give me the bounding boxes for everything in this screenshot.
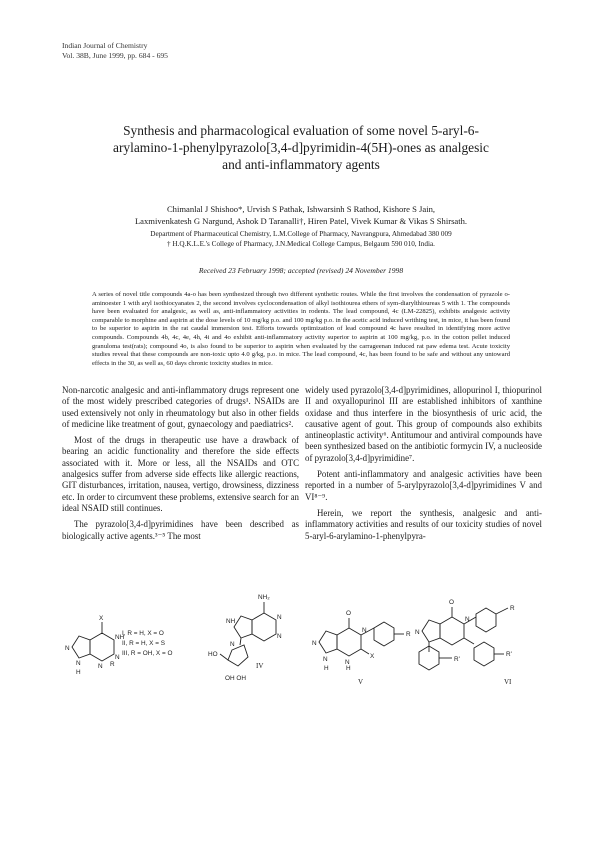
label-hn: NH <box>226 618 236 625</box>
paper-title <box>70 122 532 173</box>
pyrimidine-ring <box>90 633 114 661</box>
title-line-1: Synthesis and pharmacological evaluation of some novel 5-aryl-6- <box>123 123 479 138</box>
label-n: N <box>277 633 282 640</box>
body-column-right <box>305 385 542 542</box>
label-structure-iv: IV <box>256 662 264 670</box>
affiliation-2: † H.Q.K.L.E.'s College of Pharmacy, J.N.Medical College Campus, Belgaum 590 010, India. <box>167 240 435 248</box>
paragraph: Potent anti-inflammatory and analgesic activities have been reported in a number of 5-arylpyrazolo[3,4-d]pyrimidines V and VI⁸⁻⁹. <box>305 469 542 502</box>
label-structure-vi: VI <box>504 678 512 686</box>
label-n: N <box>465 616 470 623</box>
paragraph: Non-narcotic analgesic and anti-inflammatory drugs represent one of the most widely prescribed categories of drugs¹. NSAIDs are used extensively not only in rheumatology but also in other fields of medicine like treatment of gout, gynaecology and paediatrics². <box>62 385 299 429</box>
label-n: N <box>345 659 350 666</box>
authors-line-2: Laxmivenkatesh G Nargund, Ashok D Taranalli†, Hiren Patel, Vivek Kumar & Vikas S Shirsath. <box>134 215 468 226</box>
label-ohoh: OH OH <box>225 675 246 682</box>
label-n: N <box>323 656 328 663</box>
label-r-prime: R' <box>506 651 512 658</box>
label-h: H <box>324 665 329 672</box>
chemical-structures-figure <box>62 590 542 690</box>
label-x: X <box>370 653 375 660</box>
label-n: N <box>362 627 367 634</box>
abstract: A series of novel title compounds 4a-o has been synthesized through two different synthetic routes. While the first involves the condensation of pyrazole o-aminoester 1 with aryl isothiocyanates 2, the second involves cyclocondensation of alkyl isothiourea ethers of sym-diarylthioureas 5 with 1. The compounds have been evaluated for analgesic, as well as, anti-inflammatory activities in rodents. The lead compound, 4c (LM-22825), exhibits analgesic activity comparable to morphine and aspirin at the dose levels of 10 mg/kg p.o. and 100 mg/kg p.o. in the acetic acid induced writhing test, in mice, it has been found to be superior to aspirin in the rat caudal immersion test. Efforts towards optimization of lead compound 4c have resulted in identifying more active compounds. Compounds 4b, 4c, 4e, 4h, 4i and 4o exhibit anti-inflammatory activity superior to aspirin at 100 mg/kg, p.o. in the cotton pellet induced granuloma test(rats); compound 4o, is also found to be superior to aspirin when evaluated by the carrageenan induced rat paw edema test. Acute toxicity studies reveal that these compounds are non-toxic upto 4.0 g/kg, p.o. in mice. The lead compound, 4c, has been found to be safe and without any untoward effects in the 30, as well as, 60 days chronic toxicity studies in mice. <box>92 291 510 367</box>
label-n: N <box>76 660 81 667</box>
label-r: R <box>406 631 411 638</box>
label-n: N <box>115 654 120 661</box>
affiliation-1: Department of Pharmaceutical Chemistry, L.M.College of Pharmacy, Navrangpura, Ahmedabad 380 009 <box>150 230 452 238</box>
label-r-prime: R' <box>454 656 460 663</box>
author-list <box>74 204 528 227</box>
label-nh: NH <box>115 634 125 641</box>
journal-header <box>62 41 168 61</box>
pyrazole-ring <box>72 636 90 658</box>
structure-vi-pyrazole-ring <box>422 620 440 642</box>
ribose-ring <box>228 645 248 666</box>
label-n: N <box>312 640 317 647</box>
label-o: O <box>346 610 351 617</box>
affiliations <box>74 229 528 249</box>
received-dates: Received 23 February 1998; accepted (revised) 24 November 1998 <box>198 266 404 275</box>
journal-citation: Vol. 38B, June 1999, pp. 684 - 695 <box>62 51 168 60</box>
label-structure-v: V <box>358 678 364 686</box>
legend-compound-iii: III, R = OH, X = O <box>122 650 173 657</box>
paragraph: widely used pyrazolo[3,4-d]pyrimidines, allopurinol I, thiopurinol II and oxyallopurinol III are established inhibitors of xanthine oxidase and thus interfere in the biosynthesis of uric acid, the causative agent of gout. This group of compounds also exhibits antineoplastic activity⁶. Antitumour and antiviral compounds have been synthesized based on the antibiotic formycin IV, a nucleoside of pyrazolo[3,4-d]pyrimidine⁷. <box>305 385 542 463</box>
structure-vi-pyrimidine-ring <box>440 617 464 645</box>
label-n: N <box>98 663 103 670</box>
structures-svg <box>62 590 542 690</box>
label-ho: HO <box>208 651 218 658</box>
formycin-pyrazole-ring <box>234 616 252 638</box>
paragraph: Most of the drugs in therapeutic use have a drawback of bearing an acidic functionality and therefore the side effects associated with it. More or less, all the NSAIDs and OTC analgesics suffer from adverse side effects like allergic reactions, GIT disturbances, irritation, nausea, vertigo, drowsiness, dizziness etc. In order to circumvent these problems, extensive search for an ideal NSAID still continues. <box>62 435 299 513</box>
legend-compound-i: I, R = H, X = O <box>122 630 164 637</box>
paragraph: The pyrazolo[3,4-d]pyrimidines have been described as biologically active agents.³⁻⁵ The most <box>62 519 299 541</box>
legend-compound-ii: II, R = H, X = S <box>122 640 165 647</box>
label-o: O <box>449 599 454 606</box>
label-r: R <box>110 661 115 668</box>
structure-v-pyrimidine-ring <box>337 628 361 656</box>
structure-v-pyrazole-ring <box>319 631 337 653</box>
label-n: N <box>230 641 235 648</box>
label-n: N <box>277 614 282 621</box>
label-h: H <box>76 669 81 676</box>
label-x: X <box>99 615 104 622</box>
title-line-2: arylamino-1-phenylpyrazolo[3,4-d]pyrimidin-4(5H)-ones as analgesic <box>113 140 489 155</box>
label-r: R <box>510 605 515 612</box>
label-n: N <box>415 629 420 636</box>
authors-line-1: Chimanlal J Shishoo*, Urvish S Pathak, Ishwarsinh S Rathod, Kishore S Jain, <box>166 204 436 214</box>
paragraph: Herein, we report the synthesis, analgesic and anti-inflammatory activities and results of our toxicity studies of novel 5-aryl-6-arylamino-1-phenylpyra- <box>305 507 542 541</box>
label-h: H <box>346 665 351 672</box>
journal-name: Indian Journal of Chemistry <box>62 41 148 50</box>
structure-vi-arylamino-ring <box>474 642 494 666</box>
label-nh2: NH₂ <box>258 594 270 601</box>
formycin-pyrimidine-ring <box>252 613 276 641</box>
structure-vi-aryl-ring <box>476 608 496 632</box>
structure-v-aryl-ring <box>374 622 394 646</box>
label-n: N <box>65 645 70 652</box>
body-column-left <box>62 385 299 542</box>
title-line-3: and anti-inflammatory agents <box>222 157 380 172</box>
